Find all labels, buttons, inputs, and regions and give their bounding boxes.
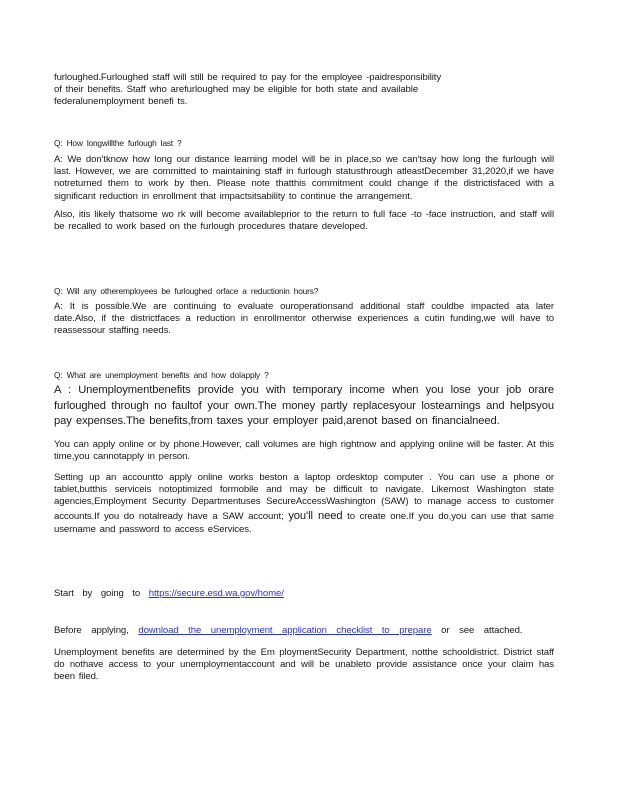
apply-paragraph: You can apply online or by phone.However, call volumes are high rightnow and applying online will be faster. At this time,you cannotapply in person. [54, 438, 554, 462]
saw-paragraph [54, 472, 554, 536]
start-line [54, 588, 554, 600]
before-paragraph [54, 625, 554, 637]
answer-paragraph: A: We don'tknow how long our distance learning model will be in place,so we can'tsay how long the furlough will last. However, we are committed to maintaining staff in furlough statusthrough atleastDecember 31,2020,if we have notreturned them to work by then. Please note thatthis commitment could change if the districtisfaced with a significant reduction in enrollment that impactsitsability to continue the arrangement. [54, 154, 554, 202]
answer-paragraph: Also, itis likely thatsome wo rk will become availableprior to the return to full face -to -face instruction, and staff will be recalled to work based on the furlough procedures thatare developed. [54, 208, 554, 233]
question-heading: Q: What are unemployment benefits and how doIapply ? [54, 370, 269, 380]
before-applying-line [54, 625, 554, 637]
intro-line: of their benefits. Staff who arefurloughed may be eligible for both state and available [54, 84, 419, 96]
closing-paragraph [54, 647, 554, 684]
saw-emphasis: you'll need [288, 509, 343, 522]
closing-text: Unemployment benefits are determined by the Em ploymentSecurity Department, notthe schooldistrict. District staff do nothave access to your unemploymentaccount and will be unableto provide assistance once your claim has been filed. [54, 647, 554, 683]
intro-line: federalunemployment benefi ts. [54, 96, 188, 108]
answer-text: Unemploymentbenefits provide you with temporary income when you lose your job orare furloughed through no faultof your own.The money partly replacesyour lostearnings and helpsyou pay expenses.The benefits,from taxes your employer paid,arenot based on financialneed. [54, 384, 554, 427]
checklist-link[interactable]: download the unemployment application checklist to prepare [138, 625, 432, 636]
before-suffix: or see attached. [441, 625, 523, 636]
saw-text-before: Setting up an accountto apply online works beston a laptop ordesktop computer . You can use a phone or tablet,butthis serviceis notoptimized formobile and may be difficult to navigate. Likemost Washington state agencies,Employment Security Departmentuses SecureAccessWashington (SAW) to manage access to customer accounts.If you do notalready have a SAW account; [54, 471, 554, 522]
intro-paragraph [54, 72, 554, 109]
question-heading: Q: How longwillthe furlough last ? [54, 138, 182, 148]
before-prefix: Before applying, [54, 625, 129, 636]
question-heading: Q: Will any otheremployees be furloughed orface a reductionin hours? [54, 286, 319, 296]
start-prefix: Start by going to [54, 588, 141, 599]
intro-line: furloughed.Furloughed staff will still be required to pay for the employee -paidresponsibility [54, 72, 442, 83]
faq-other-employees [54, 286, 554, 338]
answer-paragraph: A: It is possible.We are continuing to evaluate ouroperationsand additional staff couldbe impacted ata later date.Also, if the districtfaces a reduction in enrollmentor otherwise experiences a cutin funding,we will have to reassessour staffing needs. [54, 301, 554, 337]
faq-unemployment-benefits [54, 370, 554, 536]
faq-furlough-duration [54, 138, 554, 233]
answer-paragraph [54, 383, 554, 430]
saw-text-after: to create one.If you do,you can use that same username and password to access eServices. [54, 510, 555, 536]
esd-home-link[interactable]: https://secure.esd.wa.gov/home/ [148, 588, 284, 599]
answer-prefix: A : [54, 384, 79, 396]
start-paragraph [54, 588, 554, 600]
